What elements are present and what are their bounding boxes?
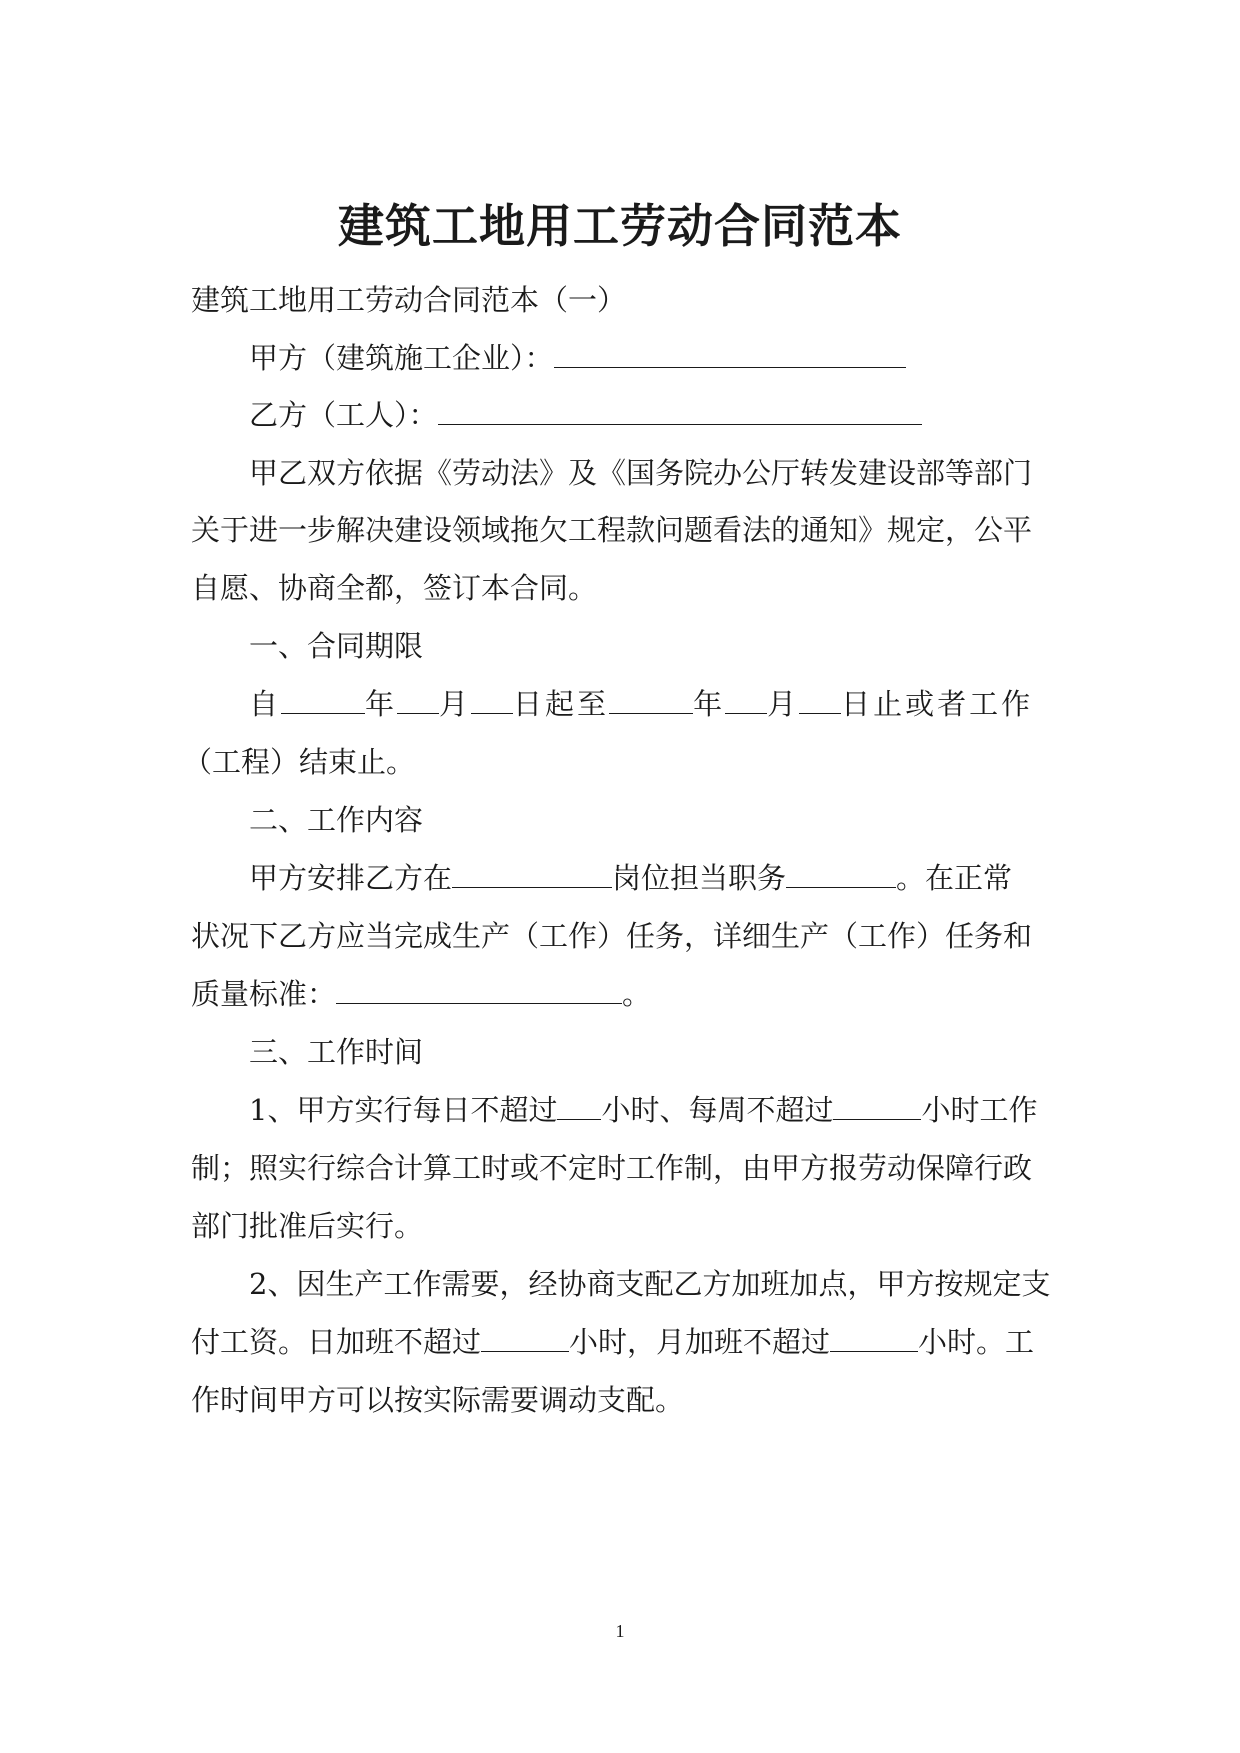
end-month-blank [725,687,767,714]
intro-line-2: 关于进一步解决建设领域拖欠工程款问题看法的通知》规定，公平 [191,513,1033,547]
content-part-3: 。在正常 [896,861,1013,895]
overtime-line-2 [191,1324,1034,1360]
monthly-overtime-blank [830,1325,918,1352]
party-b-blank [438,398,922,425]
quality-standard-blank [336,977,622,1004]
contract-subtitle: 建筑工地用工劳动合同范本（一） [191,283,627,317]
duty-blank [786,861,896,888]
party-a-blank [554,341,906,368]
quality-label: 质量标准： [191,977,337,1011]
term-from: 自 [249,687,282,721]
content-line-1 [249,860,1012,896]
party-b-line [249,397,922,433]
end-year-blank [609,687,693,714]
intro-line-3: 自愿、协商全都，签订本合同。 [191,571,598,605]
party-a-line [249,340,906,376]
party-b-label: 乙方（工人）： [249,398,438,432]
intro-line-1: 甲乙双方依据《劳动法》及《国务院办公厅转发建设部等部门 [249,456,1033,490]
term-line-1 [249,686,1033,722]
content-line-2: 状况下乙方应当完成生产（工作）任务，详细生产（工作）任务和 [191,919,1033,953]
hours-line-2: 制；照实行综合计算工时或不定时工作制，由甲方报劳动保障行政 [191,1151,1033,1185]
hours-part-c: 小时工作 [921,1093,1038,1127]
position-blank [452,861,612,888]
daily-hours-blank [557,1093,601,1120]
section-2-heading: 二、工作内容 [249,803,424,837]
overtime-line-3: 作时间甲方可以按实际需要调动支配。 [191,1383,685,1417]
term-month-2: 月 [767,687,800,721]
end-day-blank [799,687,841,714]
hours-line-3: 部门批准后实行。 [191,1209,424,1243]
start-year-blank [281,687,365,714]
content-line-3 [191,976,651,1012]
overtime-part-a: 付工资。日加班不超过 [191,1325,482,1359]
term-day-start: 日起至 [513,687,610,721]
daily-overtime-blank [481,1325,569,1352]
party-a-label: 甲方（建筑施工企业）： [249,341,554,375]
quality-suffix: 。 [622,977,652,1011]
overtime-part-b: 小时，月加班不超过 [569,1325,831,1359]
content-part-2: 岗位担当职务 [612,861,787,895]
section-1-heading: 一、合同期限 [249,629,424,663]
hours-line-1 [249,1092,1037,1128]
start-month-blank [397,687,439,714]
term-year-1: 年 [365,687,398,721]
term-line-2: （工程）结束止。 [183,745,416,779]
page-number: 1 [615,1621,625,1641]
weekly-hours-blank [833,1093,921,1120]
term-day-end: 日止或者工作 [841,687,1034,721]
start-day-blank [471,687,513,714]
overtime-line-1: 2、因生产工作需要，经协商支配乙方加班加点，甲方按规定支 [249,1267,1051,1301]
content-part-1: 甲方安排乙方在 [249,861,453,895]
hours-part-a: 1、甲方实行每日不超过 [249,1093,558,1127]
overtime-part-c: 小时。工 [918,1325,1035,1359]
section-3-heading: 三、工作时间 [249,1035,424,1069]
term-month-1: 月 [439,687,472,721]
term-year-2: 年 [693,687,726,721]
hours-part-b: 小时、每周不超过 [601,1093,834,1127]
document-title: 建筑工地用工劳动合同范本 [338,199,902,253]
